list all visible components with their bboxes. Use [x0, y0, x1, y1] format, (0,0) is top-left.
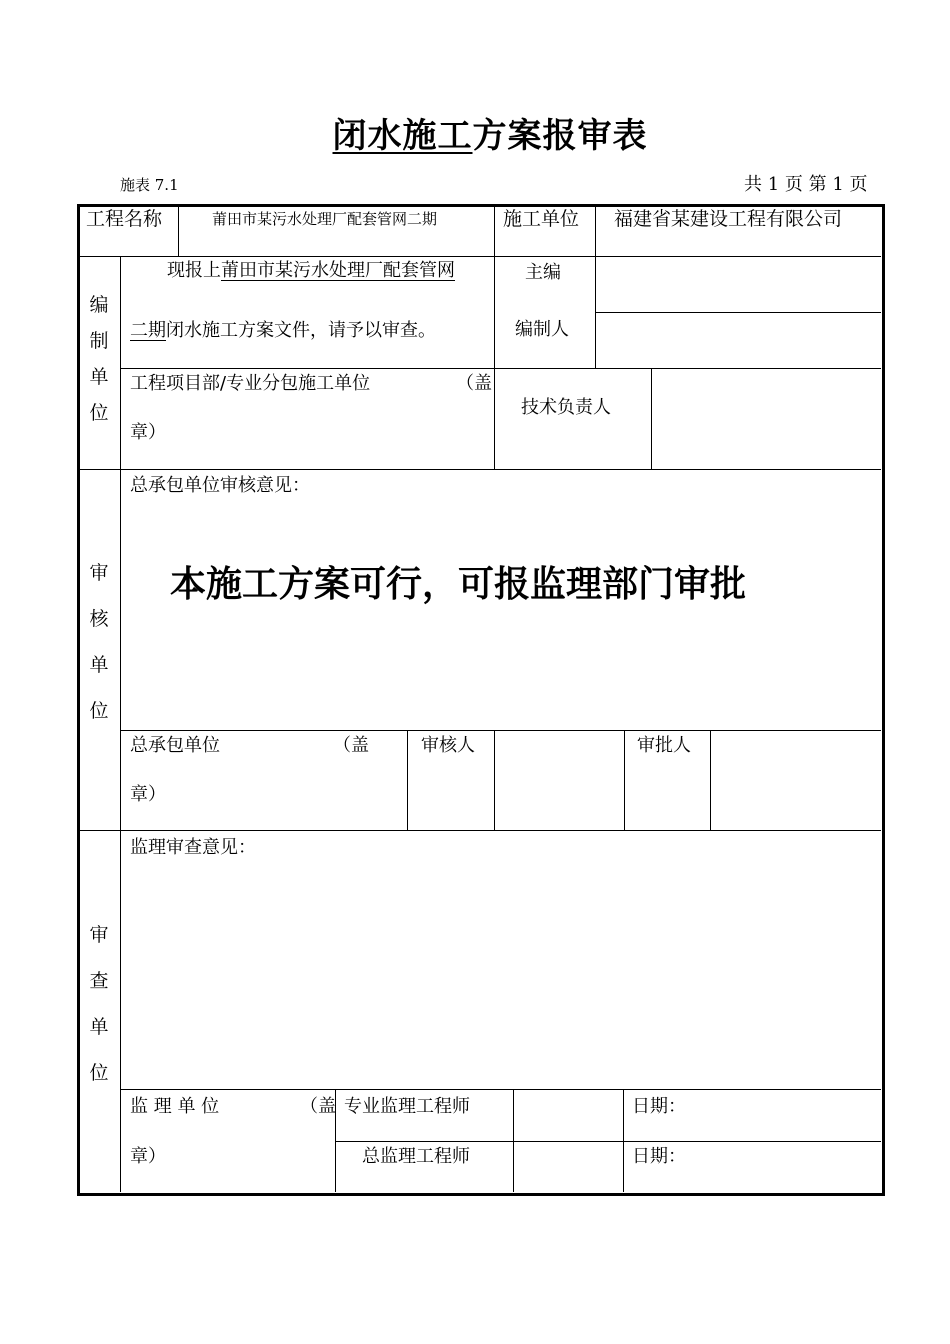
compile-seal-open: （盖: [456, 373, 492, 394]
title-underlined: 闭水施工: [332, 116, 473, 156]
approver-label: 审批人: [637, 735, 691, 756]
divider: [335, 1141, 881, 1142]
contractor-value: 福建省某建设工程有限公司: [614, 208, 843, 230]
inspect-label-char: 审: [89, 924, 109, 946]
project-name-value: 莆田市某污水处理厂配套管网二期: [212, 210, 438, 228]
compile-label-char: 位: [89, 402, 109, 424]
compile-section-label: [87, 290, 111, 434]
gc-seal-open: （盖: [333, 735, 369, 756]
statement-rest: 闭水施工方案文件，请予以审查。: [166, 320, 436, 341]
review-label-char: 单: [89, 654, 109, 676]
inspect-label-char: 位: [89, 1062, 109, 1084]
supervisor-seal-close: 章）: [130, 1146, 166, 1167]
reviewer-label: 审核人: [421, 735, 475, 756]
compile-label-char: 单: [89, 366, 109, 388]
supervisor-seal-open: （盖: [300, 1096, 336, 1117]
review-label-char: 核: [89, 608, 109, 630]
supervisor-opinion-label: 监理审查意见：: [130, 837, 256, 858]
form-table: [77, 204, 885, 1196]
divider: [624, 730, 625, 830]
statement-project-line1: 莆田市某污水处理厂配套管网: [221, 260, 455, 281]
statement-project-line2: 二期: [130, 320, 166, 341]
divider: [595, 312, 881, 313]
preparer-label: 编制人: [515, 319, 569, 340]
review-label-char: 位: [89, 700, 109, 722]
compile-seal-close: 章）: [130, 422, 166, 443]
compile-unit-label: 工程项目部/专业分包施工单位: [130, 373, 371, 394]
gc-opinion-text: 本施工方案可行，可报监理部门审批: [170, 564, 747, 605]
compile-label-char: 编: [89, 294, 109, 316]
date-label: 日期：: [632, 1096, 686, 1117]
divider: [78, 256, 881, 257]
supervisor-unit-label: 监 理 单 位: [130, 1096, 220, 1117]
divider: [407, 730, 408, 830]
divider: [494, 206, 495, 469]
statement-line1: [167, 260, 455, 282]
gc-unit-label: 总承包单位: [130, 735, 220, 756]
divider: [120, 1089, 881, 1090]
contractor-label: 施工单位: [503, 208, 580, 230]
divider: [595, 206, 596, 368]
divider: [120, 368, 881, 369]
inspect-label-char: 单: [89, 1016, 109, 1038]
gc-seal-close: 章）: [130, 784, 166, 805]
tech-lead-label: 技术负责人: [521, 397, 611, 418]
divider: [120, 730, 881, 731]
page-title: [0, 108, 950, 157]
editor-label: 主编: [525, 262, 561, 283]
gc-opinion-label: 总承包单位审核意见：: [130, 475, 310, 496]
chief-engineer-label: 总监理工程师: [362, 1146, 470, 1167]
compile-label-char: 制: [89, 330, 109, 352]
project-name-label: 工程名称: [86, 208, 163, 230]
review-label-char: 审: [89, 562, 109, 584]
title-rest: 方案报审表: [472, 116, 648, 156]
form-number: 施表 7.1: [120, 176, 179, 194]
statement-prefix: 现报上: [167, 260, 221, 281]
statement-line2: [130, 320, 436, 342]
date-label: 日期：: [632, 1146, 686, 1167]
divider: [78, 830, 881, 831]
page-info: 共 1 页 第 1 页: [744, 174, 868, 195]
divider: [120, 256, 121, 1192]
inspect-section-label: [87, 920, 111, 1104]
divider: [710, 730, 711, 830]
divider: [178, 206, 179, 256]
divider: [513, 1089, 514, 1192]
divider: [494, 730, 495, 830]
specialist-engineer-label: 专业监理工程师: [344, 1096, 470, 1117]
review-section-label: [87, 558, 111, 742]
divider: [78, 469, 881, 470]
divider: [651, 368, 652, 469]
divider: [623, 1089, 624, 1192]
inspect-label-char: 查: [89, 970, 109, 992]
